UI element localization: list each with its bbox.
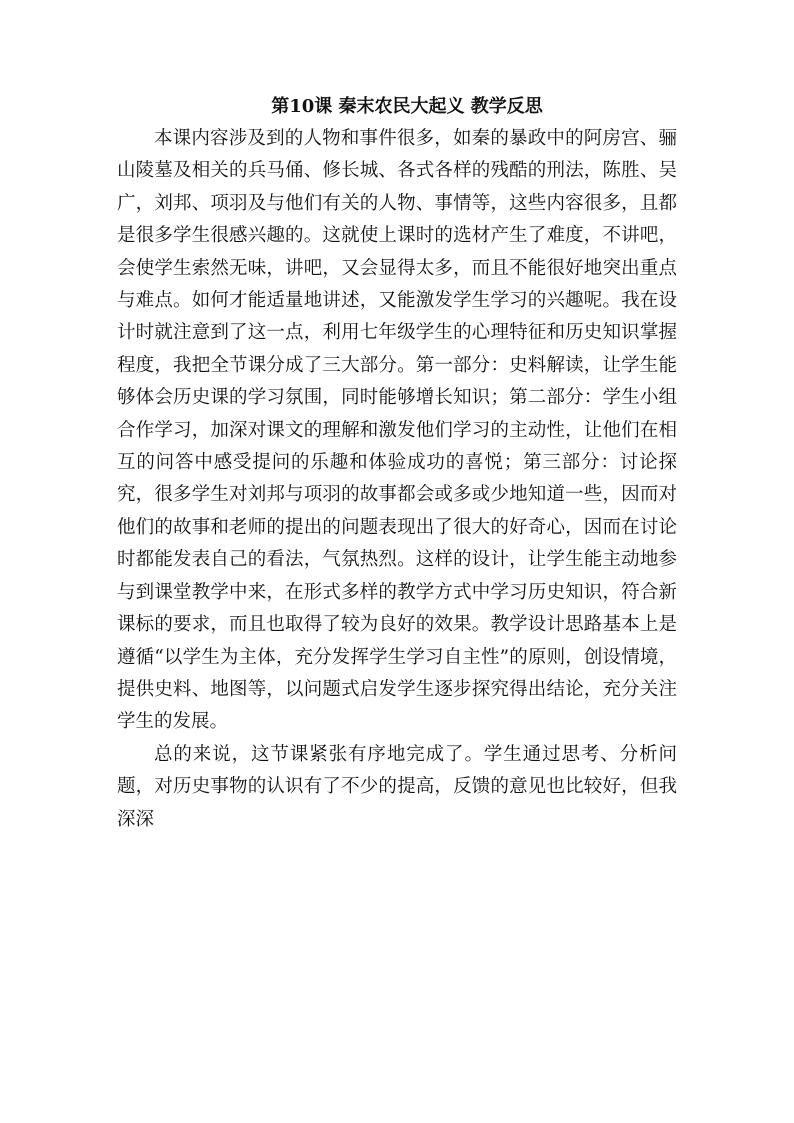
paragraph-1: 本课内容涉及到的人物和事件很多，如秦的暴政中的阿房宫、骊山陵墓及相关的兵马俑、修长城、各式各样的残酷的刑法，陈胜、吴广，刘邦、项羽及与他们有关的人物、事情等，这些内容很多，且都是很多学生很感兴趣的。这就使上课时的选材产生了难度，不讲吧，会使学生索然无味，讲吧，又会显得太多，而且不能很好地突出重点与难点。如何才能适量地讲述，又能激发学生学习的兴趣呢。我在设计时就注意到了这一点，利用七年级学生的心理特征和历史知识掌握程度，我把全节课分成了三大部分。第一部分：史料解读，让学生能够体会历史课的学习氛围，同时能够增长知识；第二部分：学生小组合作学习，加深对课文的理解和激发他们学习的主动性，让他们在相互的问答中感受提问的乐趣和体验成功的喜悦；第三部分：讨论探究，很多学生对刘邦与项羽的故事都会或多或少地知道一些，因而对他们的故事和老师的提出的问题表现出了很大的好奇心，因而在讨论时都能发表自己的看法，气氛热烈。这样的设计，让学生能主动地参与到课堂教学中来，在形式多样的教学方式中学习历史知识，符合新课标的要求，而且也取得了较为良好的效果。教学设计思路基本上是遵循“以学生为主体，充分发挥学生学习自主性”的原则，创设情境，提供史料、地图等，以问题式启发学生逐步探究得出结论，充分关注学生的发展。 [117, 128, 677, 733]
document-title: 第10课 秦末农民大起义 教学反思 [271, 96, 543, 117]
document-page [117, 95, 677, 836]
paragraph-2: 总的来说，这节课紧张有序地完成了。学生通过思考、分析问题，对历史事物的认识有了不少的提高，反馈的意见也比较好，但我深深 [117, 743, 677, 830]
